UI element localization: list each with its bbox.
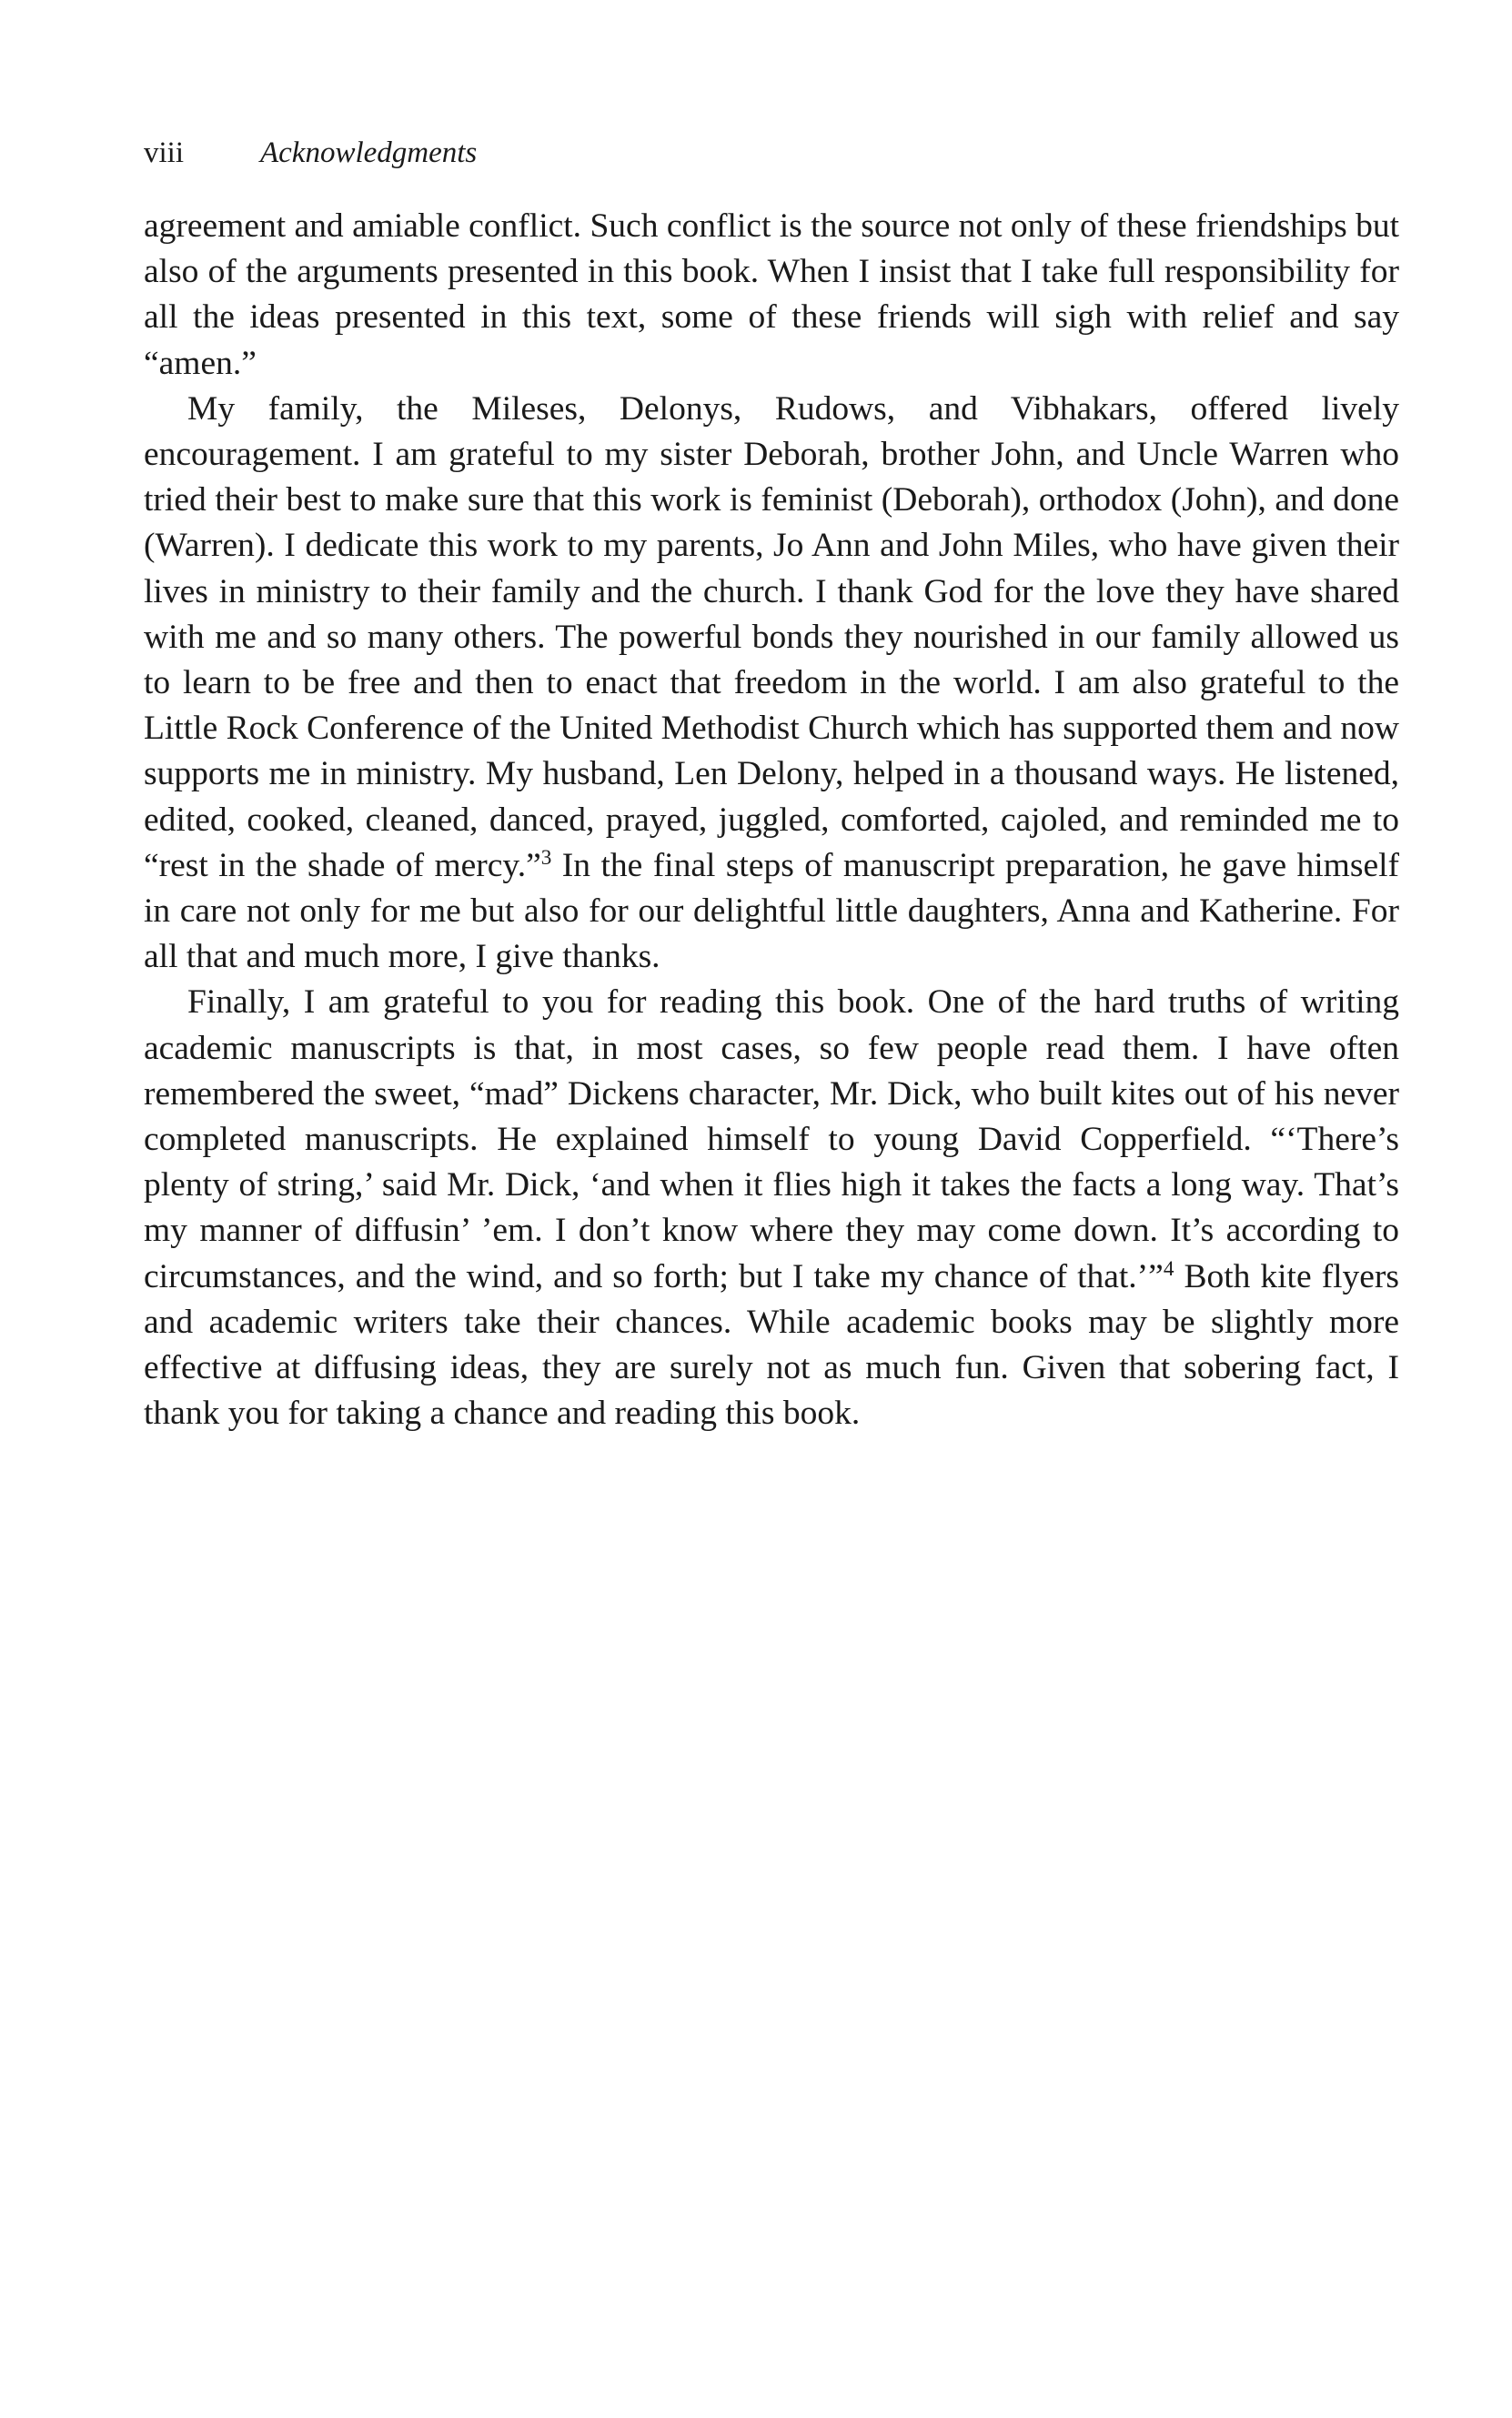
paragraph-text: agreement and amiable conflict. Such conflict is the source not only of these friendships but also of the arguments presented in this book. When I insist that I take full responsibility for all the ideas presented in this text, some of these friends will sigh with relief and say “amen.”: [144, 207, 1399, 382]
paragraph-text-continued: Both kite flyers and academic writers take their chances. While academic books may be slightly more effective at diffusing ideas, they are surely not as much fun. Given that sobering fact, I thank you for taking a chance and reading this book.: [144, 1257, 1399, 1433]
paragraph-reader: [144, 980, 1399, 1436]
paragraph-continuation: [144, 204, 1399, 387]
page-number: viii: [144, 136, 185, 169]
running-head-title: Acknowledgments: [260, 136, 478, 169]
running-head: [144, 135, 1399, 171]
paragraph-text: Finally, I am grateful to you for reading this book. One of the hard truths of writing academic manuscripts is that, in most cases, so few people read them. I have often remembered the sweet, “mad” Dickens character, Mr. Dick, who built kites out of his never completed manuscripts. He explained himself to young David Copperfield. “‘There’s plenty of string,’ said Mr. Dick, ‘and when it flies high it takes the facts a long way. That’s my manner of diffusin’ ’em. I don’t know where they may come down. It’s according to circumstances, and the wind, and so forth; but I take my chance of that.’”: [144, 983, 1399, 1295]
paragraph-text-continued: In the final steps of manuscript preparation, he gave himself in care not only for me but also for our delightful little daughters, Anna and Katherine. For all that and much more, I give thanks.: [144, 846, 1399, 976]
paragraph-text: My family, the Mileses, Delonys, Rudows, and Vibhakars, offered lively encouragement. I am grateful to my sister Deborah, brother John, and Uncle Warren who tried their best to make sure that this work is feminist (Deborah), orthodox (John), and done (Warren). I dedicate this work to my parents, Jo Ann and John Miles, who have given their lives in ministry to their family and the church. I thank God for the love they have shared with me and so many others. The powerful bonds they nourished in our family allowed us to learn to be free and then to enact that freedom in the world. I am also grateful to the Little Rock Conference of the United Methodist Church which has supported them and now supports me in ministry. My husband, Len Delony, helped in a thousand ways. He listened, edited, cooked, cleaned, danced, prayed, juggled, comforted, cajoled, and reminded me to “rest in the shade of mercy.”: [144, 389, 1399, 884]
paragraph-family: [144, 387, 1399, 981]
book-page: [144, 135, 1399, 1436]
footnote-ref: 3: [540, 846, 552, 871]
footnote-ref: 4: [1163, 1256, 1174, 1281]
